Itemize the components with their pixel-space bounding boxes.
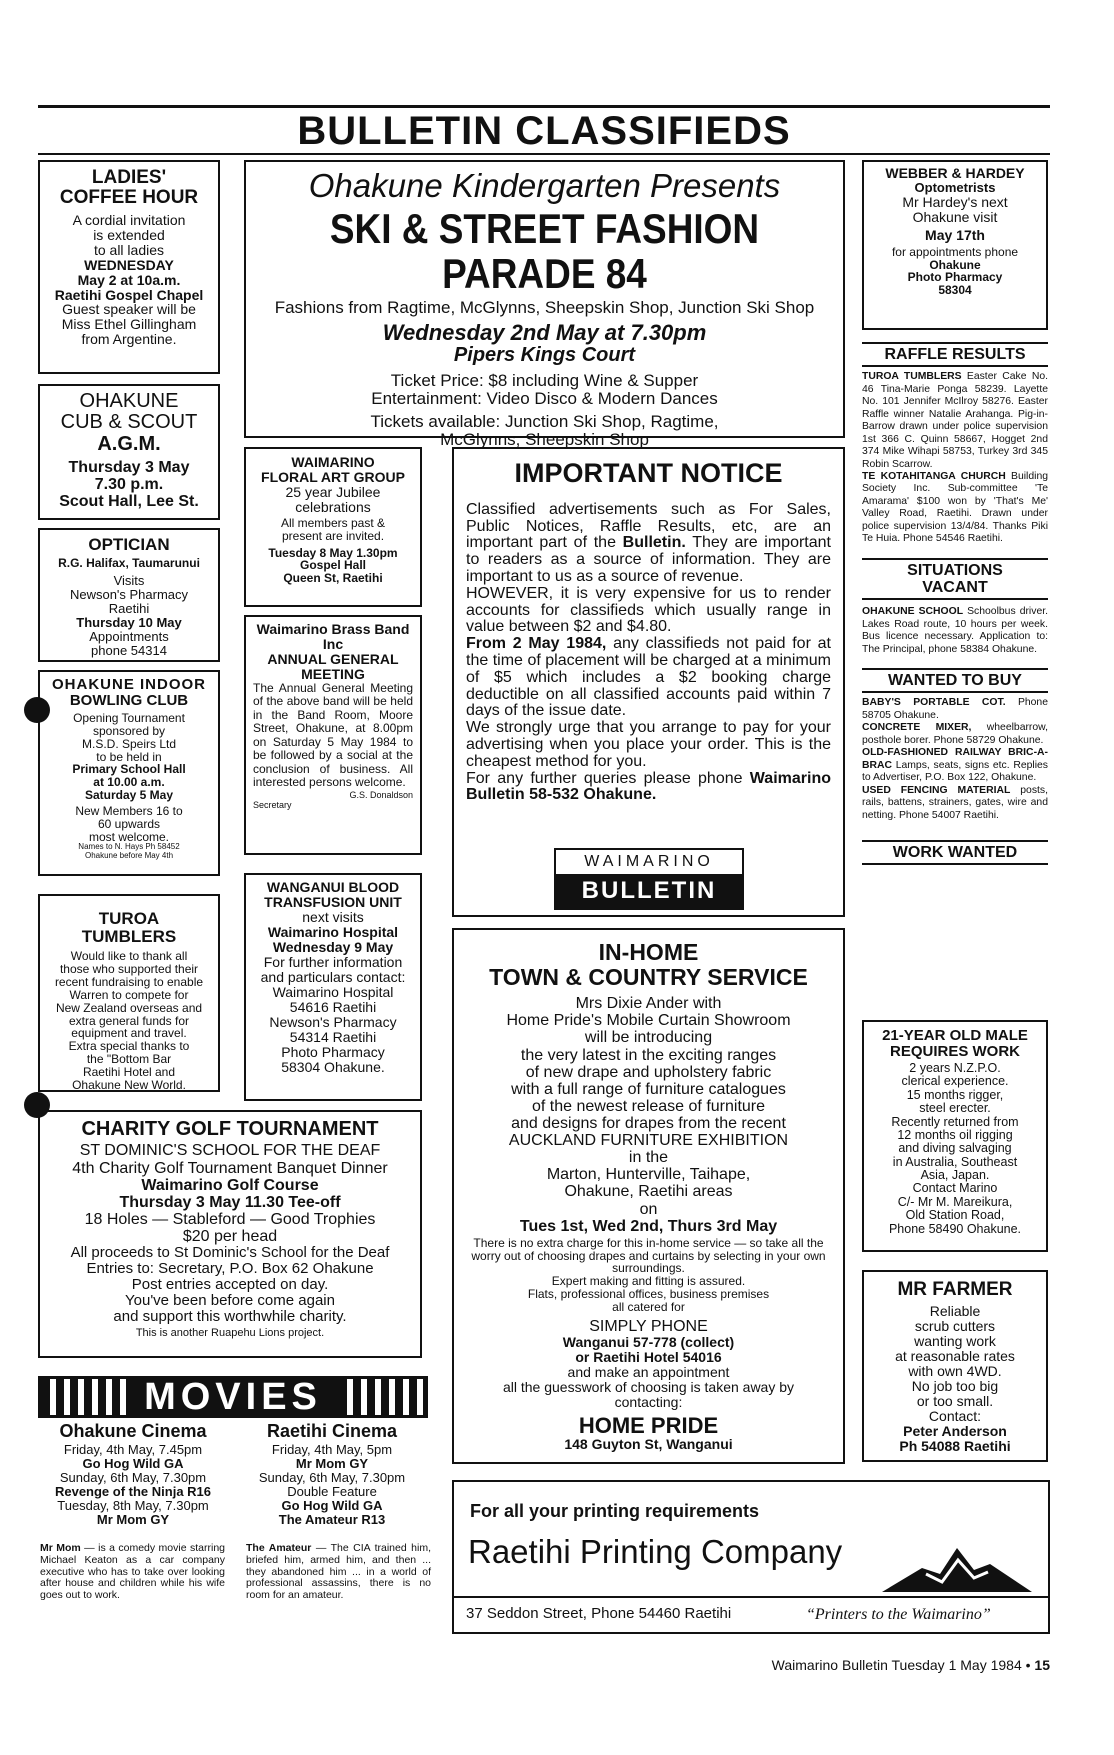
banner-decoration: [339, 1379, 424, 1415]
ad-heading: MR FARMER: [897, 1279, 1013, 1300]
ad-venue: Primary School Hall: [72, 762, 186, 777]
raffle-item: [862, 371, 1048, 471]
ad-venue: Raetihi Gospel Chapel: [54, 286, 204, 303]
ad-text: and diving salvaging: [898, 1141, 1012, 1156]
ad-text: and designs for drapes from the recent: [511, 1114, 786, 1132]
ad-text: Newson's Pharmacy: [269, 1013, 397, 1030]
ad-heading: TRANSFUSION UNIT: [264, 893, 402, 910]
divider: [862, 691, 1048, 693]
ad-text: $20 per head: [182, 1227, 278, 1245]
ad-text: all the guesswork of choosing is taken away by: [502, 1378, 795, 1395]
ad-heading: TUMBLERS: [81, 927, 177, 947]
ad-text: Contact Marino: [912, 1181, 998, 1196]
cinema-name: Raetihi Cinema: [266, 1421, 398, 1441]
ad-date: Thursday 3 May 11.30 Tee-off: [119, 1193, 341, 1211]
movie-description: — The CIA trained him, briefed him, armed him, and then ... they abandoned him ... in a world of professional assassins, there is no room for an amateur.: [246, 1542, 432, 1601]
ad-fineprint: Ohakune before May 4th: [84, 850, 174, 860]
notice-title: IMPORTANT NOTICE: [514, 458, 783, 488]
ad-text: steel erecter.: [919, 1101, 991, 1116]
ad-heading: TOWN & COUNTRY SERVICE: [489, 963, 808, 990]
notice-para: HOWEVER, it is very expensive for us to render accounts for classifieds which usually range in value between $2 and $4.80.: [466, 584, 831, 636]
ad-signature: Secretary: [253, 800, 292, 810]
ad-text: Ticket Price: $8 including Wine & Supper: [390, 371, 699, 391]
notice-text: They are important to readers as a source of information. They are important to us as a source of revenue.: [466, 534, 831, 586]
logo-text: BULLETIN: [556, 874, 742, 908]
ad-title: PARADE 84: [442, 250, 647, 298]
ad-text: to be held in: [96, 749, 162, 764]
ad-text: Fashions from Ragtime, McGlynns, Sheepskin Shop, Junction Ski Shop: [274, 298, 815, 318]
ad-venue: Queen St, Raetihi: [283, 571, 383, 586]
ad-text: McGlynns, Sheepskin Shop: [440, 429, 649, 449]
ad-date: May 2 at 10a.m.: [77, 271, 181, 288]
ad-text: ST DOMINIC'S SCHOOL FOR THE DEAF: [79, 1142, 381, 1160]
ad-text: in Australia, Southeast: [892, 1154, 1018, 1169]
ad-text: the "Bottom Bar: [86, 1052, 172, 1066]
ad-text: recent fundraising to enable: [54, 975, 204, 990]
ad-heading: FLORAL ART GROUP: [261, 468, 405, 485]
ad-venue: Gospel Hall: [299, 558, 367, 573]
listing-name: BABY'S PORTABLE COT.: [862, 697, 1006, 709]
notice-para: [466, 502, 831, 586]
ad-heading: COFFEE HOUR: [59, 187, 199, 209]
ad-time: 7.30 p.m.: [94, 476, 164, 494]
listing-text: posts, rails, battens, strainers, gates, wire and netting. Phone 54007 Raetihi.: [862, 784, 1048, 821]
wanted-item: [862, 722, 1048, 747]
company-slogan: “Printers to the Waimarino”: [806, 1606, 991, 1623]
webber-hardey-ad: [862, 160, 1048, 330]
ad-heading: BOWLING CLUB: [69, 692, 189, 710]
ad-text: on: [639, 1200, 658, 1218]
ad-text: equipment and travel.: [71, 1026, 187, 1041]
ad-text: 2 years N.Z.P.O.: [909, 1061, 1001, 1076]
session-time: Friday, 4th May, 7.45pm: [63, 1442, 203, 1458]
ad-date: Tues 1st, Wed 2nd, Thurs 3rd May: [519, 1217, 778, 1235]
ad-heading: For all your printing requirements: [470, 1501, 760, 1521]
ad-text: and make an appointment: [567, 1363, 730, 1380]
ad-heading: OHAKUNE INDOOR: [51, 676, 206, 693]
listing-name: OHAKUNE SCHOOL: [862, 606, 964, 618]
masthead-rule: [38, 153, 1050, 155]
ad-heading: MEETING: [301, 665, 365, 682]
notice-text: Classified advertisements such as For Sales, Public Notices, Raffle Results, etc, are an important part of the: [466, 500, 831, 552]
printing-company-ad: [452, 1480, 1050, 1634]
ad-phone: 58304: [938, 283, 972, 298]
ad-text: Recently returned from: [891, 1114, 1019, 1129]
wanted-item: [862, 785, 1048, 822]
ad-text: Appointments: [89, 628, 169, 644]
footer-text: Waimarino Bulletin Tuesday 1 May 1984: [771, 1657, 1022, 1673]
section-heading: SITUATIONS VACANT: [907, 561, 1003, 596]
divider: [862, 365, 1048, 367]
ad-text: 60 upwards: [97, 816, 161, 831]
mountain-logo-icon: [882, 1544, 1032, 1596]
ad-text: scrub cutters: [914, 1318, 996, 1335]
ad-time: at 10.00 a.m.: [93, 775, 165, 790]
movie-title: The Amateur R13: [278, 1511, 386, 1527]
ad-text: Extra special thanks to: [68, 1039, 190, 1054]
ad-text: Visits: [113, 573, 145, 589]
turoa-tumblers-ad: [38, 894, 220, 1092]
ad-text: Contact:: [928, 1408, 982, 1425]
brass-band-agm-ad: [244, 615, 422, 855]
ad-text: Guest speaker will be: [62, 301, 196, 318]
ad-text: of the newest release of furniture: [531, 1097, 766, 1115]
ad-heading: WAIMARINO: [291, 454, 375, 470]
ad-text: celebrations: [295, 498, 371, 515]
ladies-coffee-hour-ad: [38, 160, 220, 374]
ad-text: R.G. Halifax, Taumarunui: [58, 556, 200, 571]
ad-text: with own 4WD.: [908, 1363, 1002, 1380]
punch-hole: [24, 697, 50, 723]
banner-decoration: [42, 1379, 127, 1415]
page-title: BULLETIN CLASSIFIEDS: [297, 109, 791, 153]
ad-text: No job too big: [911, 1378, 999, 1395]
ad-heading: TUROA: [98, 909, 160, 928]
ad-text: The Annual General Meeting of the above band will be held in the Band Room, Moore Street, Ohakune, at 8.00pm on Saturday 5 May 1984 to be followed by a social at the conclusion of business. All interested persons welcome.: [253, 680, 413, 789]
optician-ad: [38, 528, 220, 662]
movie-title: The Amateur: [246, 1542, 312, 1554]
ad-text: Mr Hardey's next: [902, 193, 1008, 210]
ad-venue: Waimarino Hospital: [267, 923, 399, 940]
ad-text: wanting work: [914, 1333, 996, 1350]
ad-text: Tickets available: Junction Ski Shop, Ragtime,: [370, 411, 719, 431]
indoor-bowling-ad: [38, 670, 220, 876]
ad-text: with a full range of furniture catalogues: [511, 1080, 786, 1098]
ad-text: Expert making and fitting is assured.: [551, 1274, 746, 1289]
listing-name: OLD-FASHIONED RAILWAY BRIC-A-BRAC: [862, 747, 1048, 771]
ad-text: Ohakune visit: [912, 208, 998, 225]
ad-text: Ohakune, Raetihi areas: [564, 1183, 733, 1201]
divider: [862, 863, 1048, 865]
movie-blurb-mr-mom: [40, 1543, 225, 1602]
ad-heading: ANNUAL GENERAL: [267, 650, 399, 667]
bulletin-logo: [554, 848, 744, 910]
section-heading: WORK WANTED: [892, 844, 1018, 861]
ad-text: to all ladies: [93, 241, 165, 258]
ad-text: There is no extra charge for this in-home service — so take all the worry out of choosing drapes and curtains by selecting in your own surroundings.: [471, 1235, 826, 1276]
notice-para: We strongly urge that you arrange to pay for your advertising when you place your order. This is the cheapest method for you.: [466, 719, 831, 770]
ad-heading: IN-HOME: [598, 939, 699, 965]
wanted-item: [862, 697, 1048, 722]
ad-text: of new drape and upholstery fabric: [525, 1063, 772, 1081]
ad-text: A cordial invitation: [72, 211, 186, 228]
listing-text: Easter Cake No. 46 Tina-Marie Ponga 58239. Layette No. 101 Jennifer McIlroy 58276. Easter Raffle winner Natalie Arahanga. Pig-in-Barrow drawn under police supervision 1st 366 C. Quinn 58667, Hogget 2nd 374 Mike Wihapi 58753, Turkey 3rd 345 Robin Scarrow.: [862, 371, 1048, 470]
ad-date: May 17th: [925, 226, 985, 243]
ad-text: Warren to compete for: [69, 987, 189, 1002]
raffle-item: [862, 471, 1048, 546]
wanted-item: [862, 747, 1048, 784]
ad-text: contacting:: [614, 1393, 683, 1410]
ad-address: 148 Guyton St, Wanganui: [564, 1436, 733, 1453]
ad-text: You've been before come again: [125, 1292, 335, 1310]
ad-phone: or Raetihi Hotel 54016: [575, 1348, 722, 1365]
ad-text: 54314 Raetihi: [289, 1028, 377, 1045]
ad-heading: A.G.M.: [97, 432, 161, 455]
ad-heading: Inc: [322, 635, 344, 652]
movie-title: Go Hog Wild GA: [281, 1497, 383, 1513]
ad-text: For further information: [263, 953, 403, 970]
ad-text: New Members 16 to: [75, 803, 183, 818]
ad-date: Saturday 5 May: [84, 788, 174, 803]
ad-text: 58304 Ohakune.: [281, 1058, 385, 1075]
ad-text: Marton, Hunterville, Taihape,: [546, 1166, 751, 1184]
ad-text: Ohakune: [929, 257, 981, 272]
ad-text: next visits: [302, 908, 364, 925]
movie-title: Go Hog Wild GA: [82, 1456, 184, 1472]
ad-text: Photo Pharmacy: [907, 270, 1003, 285]
notice-text-bold: Waimarino Bulletin 58-532 Ohakune.: [466, 769, 831, 804]
cinema-name: Ohakune Cinema: [59, 1421, 207, 1441]
charity-golf-ad: [38, 1110, 422, 1358]
ad-text: present are invited.: [281, 528, 385, 543]
ad-text: Old Station Road,: [905, 1208, 1005, 1223]
ad-venue: Waimarino Golf Course: [141, 1176, 319, 1194]
notice-para: [466, 636, 831, 720]
right-column-listings: [862, 340, 1048, 867]
ad-text: Miss Ethel Gillingham: [61, 316, 197, 333]
ad-text: is extended: [93, 226, 165, 243]
ad-heading: 21-YEAR OLD MALE: [882, 1027, 1028, 1044]
listing-text: Lamps, seats, signs etc. Replies to Advertiser, P.O. Box 122, Ohakune.: [862, 759, 1048, 784]
ad-text: Asia, Japan.: [920, 1168, 990, 1183]
company-name: Raetihi Printing Company: [468, 1533, 843, 1570]
movie-title: Mr Mom GY: [295, 1456, 369, 1472]
ad-venue: Scout Hall, Lee St.: [59, 493, 199, 511]
ohakune-cinema-listing: [38, 1422, 228, 1527]
kindergarten-fashion-parade-ad: [244, 160, 845, 449]
ad-text: 18 Holes — Stableford — Good Trophies: [84, 1210, 376, 1228]
divider: [862, 598, 1048, 600]
ad-text: Entertainment: Video Disco & Modern Dances: [371, 389, 718, 409]
ad-text: AUCKLAND FURNITURE EXHIBITION: [508, 1132, 789, 1150]
ad-text: or too small.: [916, 1393, 994, 1410]
ad-heading: Waimarino Brass Band: [256, 621, 410, 637]
ad-text: C/- Mr M. Mareikura,: [897, 1194, 1013, 1209]
listing-text: wheelbarrow, posthole borer. Phone 58729 Ohakune.: [862, 722, 1048, 746]
blood-transfusion-ad: [244, 873, 422, 1101]
ad-text: from Argentine.: [81, 331, 177, 348]
movie-description: — is a comedy movie starring Michael Keaton as a car company executive who has to take over looking after house and children while his wife goes out to work.: [40, 1542, 226, 1601]
ad-text: most welcome.: [88, 829, 170, 844]
ad-text: all catered for: [612, 1299, 685, 1314]
divider: [862, 840, 1048, 842]
cub-scout-agm-ad: [38, 384, 220, 520]
ad-heading: CHARITY GOLF TOURNAMENT: [81, 1118, 379, 1140]
ad-contact: Peter Anderson: [903, 1423, 1007, 1440]
ad-date: Tuesday 8 May 1.30pm: [268, 545, 398, 560]
ad-text: Post entries accepted on day.: [131, 1276, 329, 1294]
ad-text: Reliable: [929, 1303, 981, 1320]
ad-text: New Zealand overseas and: [55, 1000, 203, 1015]
ad-text: SIMPLY PHONE: [589, 1317, 708, 1335]
section-heading: RAFFLE RESULTS: [884, 346, 1026, 363]
listing-name: TUROA TUMBLERS: [862, 371, 962, 383]
ad-date: Wednesday 2nd May at 7.30pm: [382, 320, 707, 346]
ad-text: 25 year Jubilee: [285, 483, 381, 500]
floral-art-group-ad: [244, 447, 422, 607]
movie-title: Mr Mom: [40, 1542, 81, 1554]
page-number: 15: [1034, 1657, 1050, 1673]
ad-title: SKI & STREET FASHION: [329, 205, 760, 253]
ad-text: for appointments phone: [891, 244, 1019, 259]
ad-heading: REQUIRES WORK: [889, 1043, 1020, 1061]
ad-text: Phone 58490 Ohakune.: [888, 1221, 1022, 1236]
notice-text-bold: Bulletin.: [622, 534, 686, 552]
ad-text: 12 months oil rigging: [897, 1127, 1013, 1142]
in-home-service-ad: [452, 928, 845, 1464]
ad-text: Raetihi Hotel and: [82, 1064, 176, 1079]
listing-name: TE KOTAHITANGA CHURCH: [862, 470, 1006, 482]
ad-text: All proceeds to St Dominic's School for the Deaf: [70, 1244, 390, 1262]
ad-text: phone 54314: [91, 642, 167, 658]
ad-text: clerical experience.: [901, 1074, 1009, 1089]
ad-text: M.S.D. Speirs Ltd: [81, 736, 177, 751]
ad-text: Opening Tournament: [73, 711, 185, 726]
important-notice: [452, 447, 845, 917]
listing-text: Phone 58705 Ohakune.: [862, 697, 1048, 721]
ad-venue: Pipers Kings Court: [453, 343, 636, 366]
ad-heading: CUB & SCOUT: [60, 411, 198, 434]
ad-heading: WANGANUI BLOOD: [266, 879, 400, 895]
ad-text: 54616 Raetihi: [289, 998, 377, 1015]
ad-text: Mrs Dixie Ander with: [575, 995, 722, 1013]
ad-phone: Ph 54088 Raetihi: [899, 1438, 1011, 1455]
ad-date: Wednesday 9 May: [272, 938, 394, 955]
ad-signature: G.S. Donaldson: [349, 790, 413, 801]
divider: [862, 558, 1048, 560]
listing-text: Schoolbus driver. Lakes Road route, 10 hours per week. Bus licence necessary. Application to: The Principal, phone 58384 Ohakune.: [862, 606, 1048, 655]
session-time: Sunday, 6th May, 7.30pm: [258, 1470, 406, 1486]
ad-text: 4th Charity Golf Tournament Banquet Dinner: [72, 1159, 388, 1177]
ad-heading: OPTICIAN: [88, 535, 170, 554]
ad-text: Newson's Pharmacy: [69, 586, 189, 602]
movie-blurb-the-amateur: [246, 1543, 431, 1602]
ad-text: and particulars contact:: [260, 968, 406, 985]
section-heading: WANTED TO BUY: [888, 672, 1022, 690]
notice-text: For any further queries please phone: [466, 769, 750, 787]
top-rule: [38, 105, 1050, 108]
ad-heading: HOME PRIDE: [578, 1412, 719, 1438]
ad-text: those who supported their: [59, 962, 199, 977]
work-wanted-ad: [862, 1020, 1048, 1252]
ad-text: Flats, professional offices, business premises: [527, 1287, 770, 1302]
ad-text: Would like to thank all: [70, 949, 188, 964]
ad-heading: OHAKUNE: [79, 390, 179, 412]
ad-text: will be introducing: [584, 1029, 713, 1047]
ad-text: the very latest in the exciting ranges: [520, 1046, 777, 1064]
divider: [862, 668, 1048, 670]
logo-text: WAIMARINO: [584, 853, 714, 870]
ad-text: at reasonable rates: [895, 1348, 1015, 1365]
page-footer: [660, 1658, 1050, 1673]
movie-title: Revenge of the Ninja R16: [54, 1483, 212, 1499]
movie-title: Mr Mom GY: [96, 1511, 170, 1527]
divider: [454, 1596, 1048, 1598]
ad-text: Photo Pharmacy: [281, 1043, 385, 1060]
situations-item: [862, 606, 1048, 656]
raetihi-cinema-listing: [236, 1422, 428, 1527]
ad-text: 15 months rigger,: [906, 1087, 1004, 1102]
ad-phone: Wanganui 57-778 (collect): [562, 1333, 735, 1350]
ad-date: WEDNESDAY: [84, 256, 174, 273]
ad-date: Thursday 10 May: [76, 614, 182, 630]
company-address: 37 Seddon Street, Phone 54460 Raetihi: [466, 1605, 732, 1622]
ad-text: All members past &: [280, 515, 386, 530]
notice-para: [466, 771, 831, 805]
ad-text: Home Pride's Mobile Curtain Showroom: [506, 1012, 791, 1030]
session-time: Double Feature: [287, 1483, 377, 1499]
notice-text-bold: From 2 May 1984,: [466, 635, 607, 653]
ad-text: sponsored by: [92, 723, 166, 738]
divider: [862, 342, 1048, 344]
ad-text: extra general funds for: [68, 1013, 190, 1028]
listing-text: Building Society Inc. Sub-committee 'Te Amarama' $100 won by 'That's Me' Valley Road, Raetihi. Drawn under police supervision 13/4/84. Thanks Piki Te Huia. Phone 54546 Raetihi.: [862, 470, 1048, 545]
ad-text: Ohakune New World.: [72, 1077, 186, 1092]
listing-name: USED FENCING MATERIAL: [862, 784, 1011, 796]
ad-text: Raetihi: [108, 600, 150, 616]
ad-heading: Ohakune Kindergarten Presents: [308, 167, 781, 204]
movies-banner: [38, 1376, 428, 1418]
ad-text: in the: [628, 1149, 669, 1167]
ad-fineprint: Names to N. Hays Ph 58452: [78, 842, 180, 852]
ad-text: and support this worthwhile charity.: [113, 1308, 347, 1326]
mr-farmer-ad: [862, 1270, 1048, 1462]
ad-text: Entries to: Secretary, P.O. Box 62 Ohakune: [86, 1260, 374, 1278]
ad-date: Thursday 3 May: [68, 459, 190, 477]
ad-heading: WEBBER & HARDEY: [885, 165, 1025, 181]
ad-text: Waimarino Hospital: [272, 983, 394, 1000]
listing-name: CONCRETE MIXER,: [862, 722, 972, 734]
session-time: Friday, 4th May, 5pm: [271, 1442, 393, 1458]
footer-separator: •: [1021, 1657, 1035, 1673]
movies-title: MOVIES: [144, 1376, 322, 1418]
ad-heading: Optometrists: [914, 179, 996, 195]
ad-fineprint: This is another Ruapehu Lions project.: [135, 1327, 325, 1340]
session-time: Tuesday, 8th May, 7.30pm: [57, 1497, 209, 1513]
ad-heading: LADIES': [91, 167, 167, 188]
notice-text: any classifieds not paid for at the time of placement will be charged at a minimum of $5 which includes a $2 booking charge deductible on all classified accounts paid within 7 days of the issue date.: [466, 635, 831, 720]
session-time: Sunday, 6th May, 7.30pm: [59, 1470, 207, 1486]
